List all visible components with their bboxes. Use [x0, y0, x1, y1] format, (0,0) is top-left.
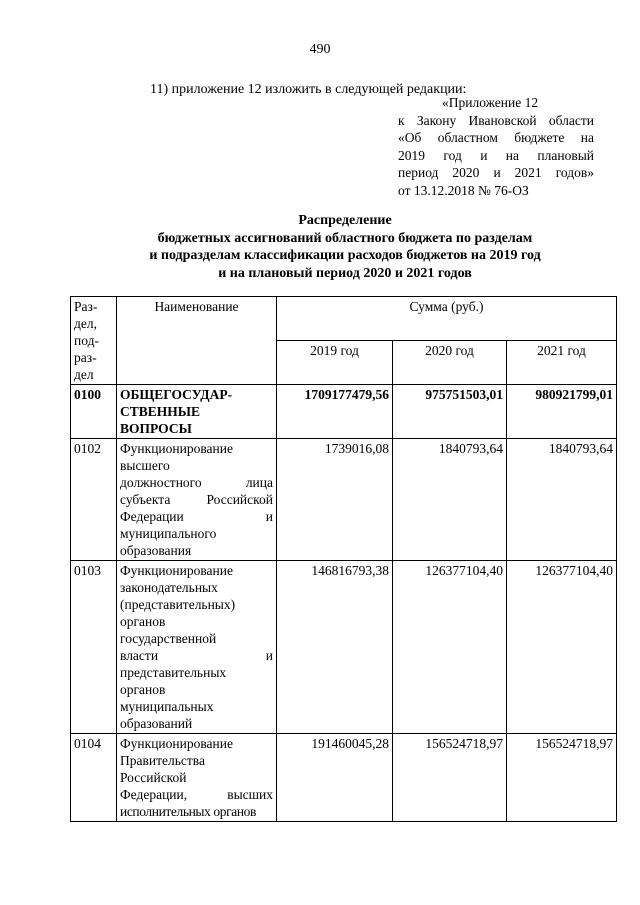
budget-table — [70, 296, 617, 822]
page-number: 490 — [309, 42, 331, 57]
row-name-line: Правительства — [120, 753, 205, 768]
header-code — [71, 297, 117, 385]
row-name — [117, 734, 277, 822]
heading-line: бюджетных ассигнований областного бюджета по разделам — [157, 230, 533, 246]
header-code-line: Раз- — [74, 299, 98, 314]
heading-line: и подразделам классификации расходов бюджетов на 2019 год — [149, 248, 541, 263]
row-name — [117, 439, 277, 561]
row-name-line: власти и — [120, 648, 273, 663]
row-value-2021: 1840793,64 — [507, 439, 617, 561]
row-value-2021: 980921799,01 — [507, 385, 617, 439]
row-name-line: органов — [120, 614, 166, 629]
table-row — [71, 734, 617, 822]
table-row — [71, 561, 617, 734]
row-value-2020: 156524718,97 — [393, 734, 507, 822]
row-name-line: (представительных) — [120, 597, 236, 612]
appendix-line: «Об областном бюджете на — [398, 130, 594, 145]
row-name-line: ВОПРОСЫ — [120, 421, 192, 436]
row-name-line: Федерации и — [120, 509, 273, 524]
row-name-line: ОБЩЕГОСУДАР- — [120, 387, 233, 402]
row-value-2019: 191460045,28 — [277, 734, 393, 822]
appendix-title: «Приложение 12 — [442, 95, 539, 110]
header-sum: Сумма (руб.) — [277, 297, 617, 341]
row-value-2019: 1709177479,56 — [277, 385, 393, 439]
header-name: Наименование — [117, 297, 277, 385]
row-value-2021: 156524718,97 — [507, 734, 617, 822]
row-code: 0100 — [71, 385, 117, 439]
row-name-line: образований — [120, 716, 193, 731]
row-value-2020: 1840793,64 — [393, 439, 507, 561]
row-name-line: муниципальных — [120, 699, 214, 714]
row-name-line: органов — [120, 682, 166, 697]
row-name — [117, 561, 277, 734]
row-value-2020: 975751503,01 — [393, 385, 507, 439]
table-row — [71, 439, 617, 561]
appendix-line: 2019 год и на плановый — [398, 147, 594, 163]
row-code: 0102 — [71, 439, 117, 561]
row-value-2020: 126377104,40 — [393, 561, 507, 734]
header-code-line: дел — [74, 367, 94, 382]
appendix-reference — [398, 94, 594, 199]
row-name-line: Функционирование — [120, 736, 233, 751]
row-name-line: СТВЕННЫЕ — [120, 404, 201, 419]
document-heading — [60, 212, 630, 282]
row-name-line: Федерации, высших — [120, 787, 273, 802]
row-name-line: должностного лица — [120, 475, 273, 490]
row-name-line: Российской — [120, 770, 187, 785]
intro-text: 11) приложение 12 изложить в следующей редакции: — [150, 82, 467, 97]
appendix-line: от 13.12.2018 № 76-ОЗ — [398, 182, 529, 198]
row-value-2021: 126377104,40 — [507, 561, 617, 734]
row-name-line: образования — [120, 543, 192, 558]
row-value-2019: 146816793,38 — [277, 561, 393, 734]
row-name — [117, 385, 277, 439]
header-year-2020: 2020 год — [393, 341, 507, 385]
header-year-2021: 2021 год — [507, 341, 617, 385]
row-name-line: высшего — [120, 458, 170, 473]
row-name-line: законодательных — [120, 580, 218, 595]
header-code-line: под- — [74, 333, 99, 348]
row-value-2019: 1739016,08 — [277, 439, 393, 561]
header-code-line: раз- — [74, 350, 97, 365]
row-name-line: муниципального — [120, 526, 217, 541]
appendix-line: период 2020 и 2021 годов» — [398, 165, 594, 180]
heading-line: и на плановый период 2020 и 2021 годов — [218, 265, 472, 281]
header-code-line: дел, — [74, 316, 97, 331]
row-name-line: Функционирование — [120, 441, 233, 456]
heading-line: Распределение — [298, 213, 392, 228]
row-name-line: исполнительных органов — [120, 804, 256, 819]
row-name-line: государственной — [120, 631, 217, 646]
row-code: 0104 — [71, 734, 117, 822]
row-code: 0103 — [71, 561, 117, 734]
row-name-line: Функционирование — [120, 563, 233, 578]
row-name-line: представительных — [120, 665, 227, 680]
appendix-line: к Закону Ивановской области — [398, 112, 594, 128]
table-row — [71, 385, 617, 439]
row-name-line: субъекта Российской — [120, 492, 273, 507]
header-year-2019: 2019 год — [277, 341, 393, 385]
